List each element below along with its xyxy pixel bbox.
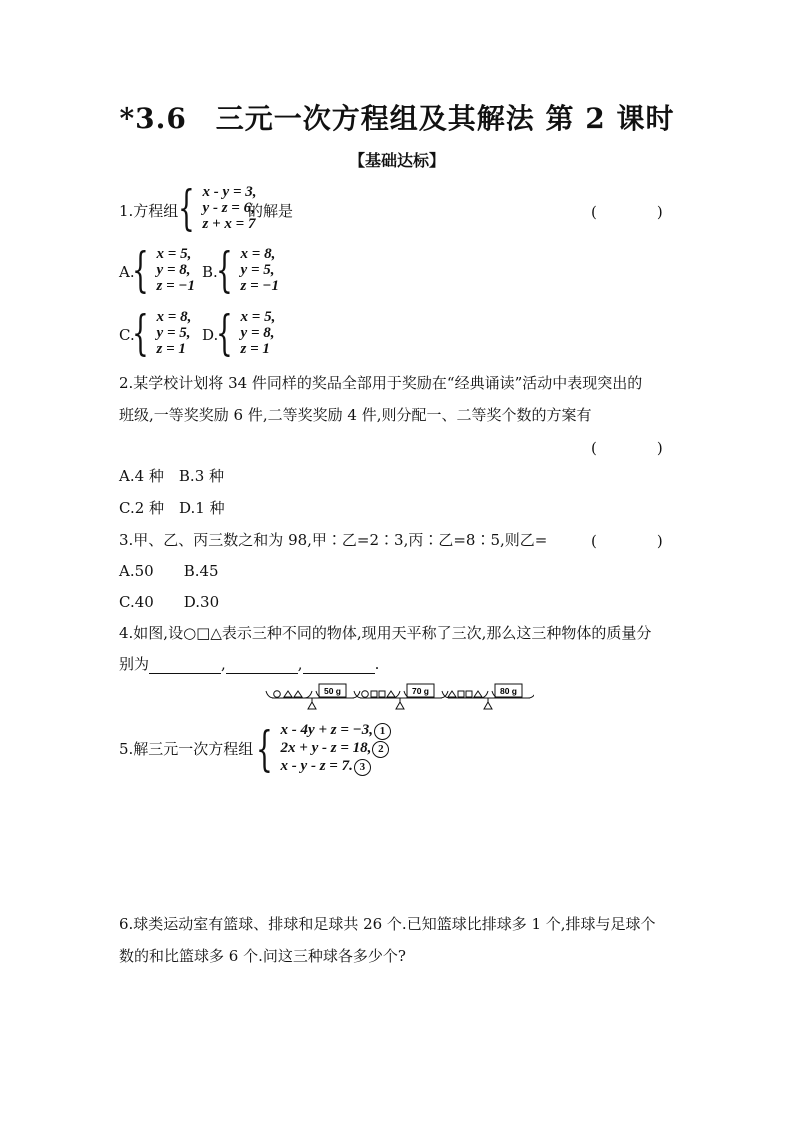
q5-eq2-number: 2 (372, 741, 389, 758)
triangle-icon (294, 691, 302, 697)
q5-eq3-number: 3 (354, 759, 371, 776)
q1-eq1: x - y = 3, (202, 184, 257, 200)
page-title: *3.6 三元一次方程组及其解法 第 2 课时 (119, 102, 675, 135)
q2-options-ab: A.4 种 B.3 种 (119, 467, 225, 485)
q1-optA-z: z = −1 (156, 278, 196, 294)
q3-options-ab: A.50 B.45 (119, 562, 219, 580)
q1-optD-y: y = 8, (240, 325, 275, 341)
answer-blank-2[interactable] (226, 659, 298, 674)
q1-eq2: y - z = 6, (202, 200, 255, 216)
q5-prefix: 5.解三元一次方程组 (119, 740, 254, 758)
circle-icon (362, 691, 369, 698)
triangle-icon (474, 691, 482, 697)
q4-line1: 4.如图,设○□△表示三种不同的物体,现用天平称了三次,那么这三种物体的质量分 (119, 624, 652, 642)
q1-optB (216, 242, 280, 298)
q1-optA (132, 242, 196, 298)
triangle-icon (448, 691, 456, 697)
balance-scales-figure (264, 678, 534, 718)
q1-optD-label: D. (202, 326, 219, 344)
brace-icon: { (216, 305, 233, 361)
q1-optC (132, 305, 192, 361)
q1-optC-y: y = 5, (156, 325, 191, 341)
answer-paren: ( ) (591, 203, 663, 221)
q1-optB-x: x = 8, (240, 246, 276, 262)
answer-paren: ( ) (591, 439, 663, 457)
brace-icon: { (132, 242, 149, 298)
q1-optC-label: C. (119, 326, 135, 344)
q2-line1: 2.某学校计划将 34 件同样的奖品全部用于奖励在“经典诵读”活动中表现突出的 (119, 374, 643, 392)
square-icon (379, 691, 385, 697)
q1-optB-z: z = −1 (240, 278, 280, 294)
brace-icon: { (178, 180, 195, 236)
q3-options-cd: C.40 D.30 (119, 593, 220, 611)
answer-blank-3[interactable] (303, 659, 375, 674)
balance-scale-1 (266, 684, 360, 709)
section-heading: 【基础达标】 (348, 151, 445, 170)
q1-prefix: 1.方程组 (119, 202, 179, 220)
q1-suffix: 的解是 (248, 202, 294, 220)
square-icon (371, 691, 377, 697)
q1-optA-x: x = 5, (156, 246, 192, 262)
q5-eq3: x - y - z = 7. (280, 758, 353, 774)
answer-paren: ( ) (591, 532, 663, 550)
q1-optD-x: x = 5, (240, 309, 276, 325)
square-icon (458, 691, 464, 697)
answer-blank-1[interactable] (149, 659, 221, 674)
weight-label-2: 70 g (411, 686, 430, 696)
q5-system (256, 722, 391, 776)
balance-scale-3 (442, 684, 534, 709)
q1-eq3: z + x = 7 (202, 216, 256, 232)
q2-line2: 班级,一等奖奖励 6 件,二等奖奖励 4 件,则分配一、二等奖个数的方案有 (119, 406, 592, 424)
weight-label-3: 80 g (499, 686, 518, 696)
brace-icon: { (216, 242, 233, 298)
q5-eq1: x - 4y + z = −3, (280, 722, 373, 738)
q1-optD (216, 305, 276, 361)
q1-optA-label: A. (119, 263, 135, 281)
q3-line1: 3.甲、乙、丙三数之和为 98,甲∶乙=2∶3,丙∶乙=8∶5,则乙= (119, 531, 548, 549)
q1-optC-z: z = 1 (156, 341, 186, 357)
square-icon (466, 691, 472, 697)
triangle-icon (387, 691, 395, 697)
q5-eq2: 2x + y - z = 18, (280, 740, 372, 756)
q6-line1: 6.球类运动室有篮球、排球和足球共 26 个.已知篮球比排球多 1 个,排球与足球个 (119, 915, 656, 933)
balance-scale-2 (354, 684, 448, 709)
circle-icon (274, 691, 281, 698)
q1-optB-label: B. (202, 263, 218, 281)
brace-icon: { (256, 721, 273, 777)
q1-optA-y: y = 8, (156, 262, 191, 278)
weight-label-1: 50 g (323, 686, 342, 696)
q5-eq1-number: 1 (374, 723, 391, 740)
triangle-icon (284, 691, 292, 697)
q1-system (178, 180, 257, 236)
q1-optC-x: x = 8, (156, 309, 192, 325)
brace-icon: { (132, 305, 149, 361)
q4-line2: 别为 , , . (119, 655, 380, 673)
q2-options-cd: C.2 种 D.1 种 (119, 499, 225, 517)
q6-line2: 数的和比篮球多 6 个.问这三种球各多少个? (119, 947, 406, 965)
q1-optD-z: z = 1 (240, 341, 270, 357)
q1-optB-y: y = 5, (240, 262, 275, 278)
